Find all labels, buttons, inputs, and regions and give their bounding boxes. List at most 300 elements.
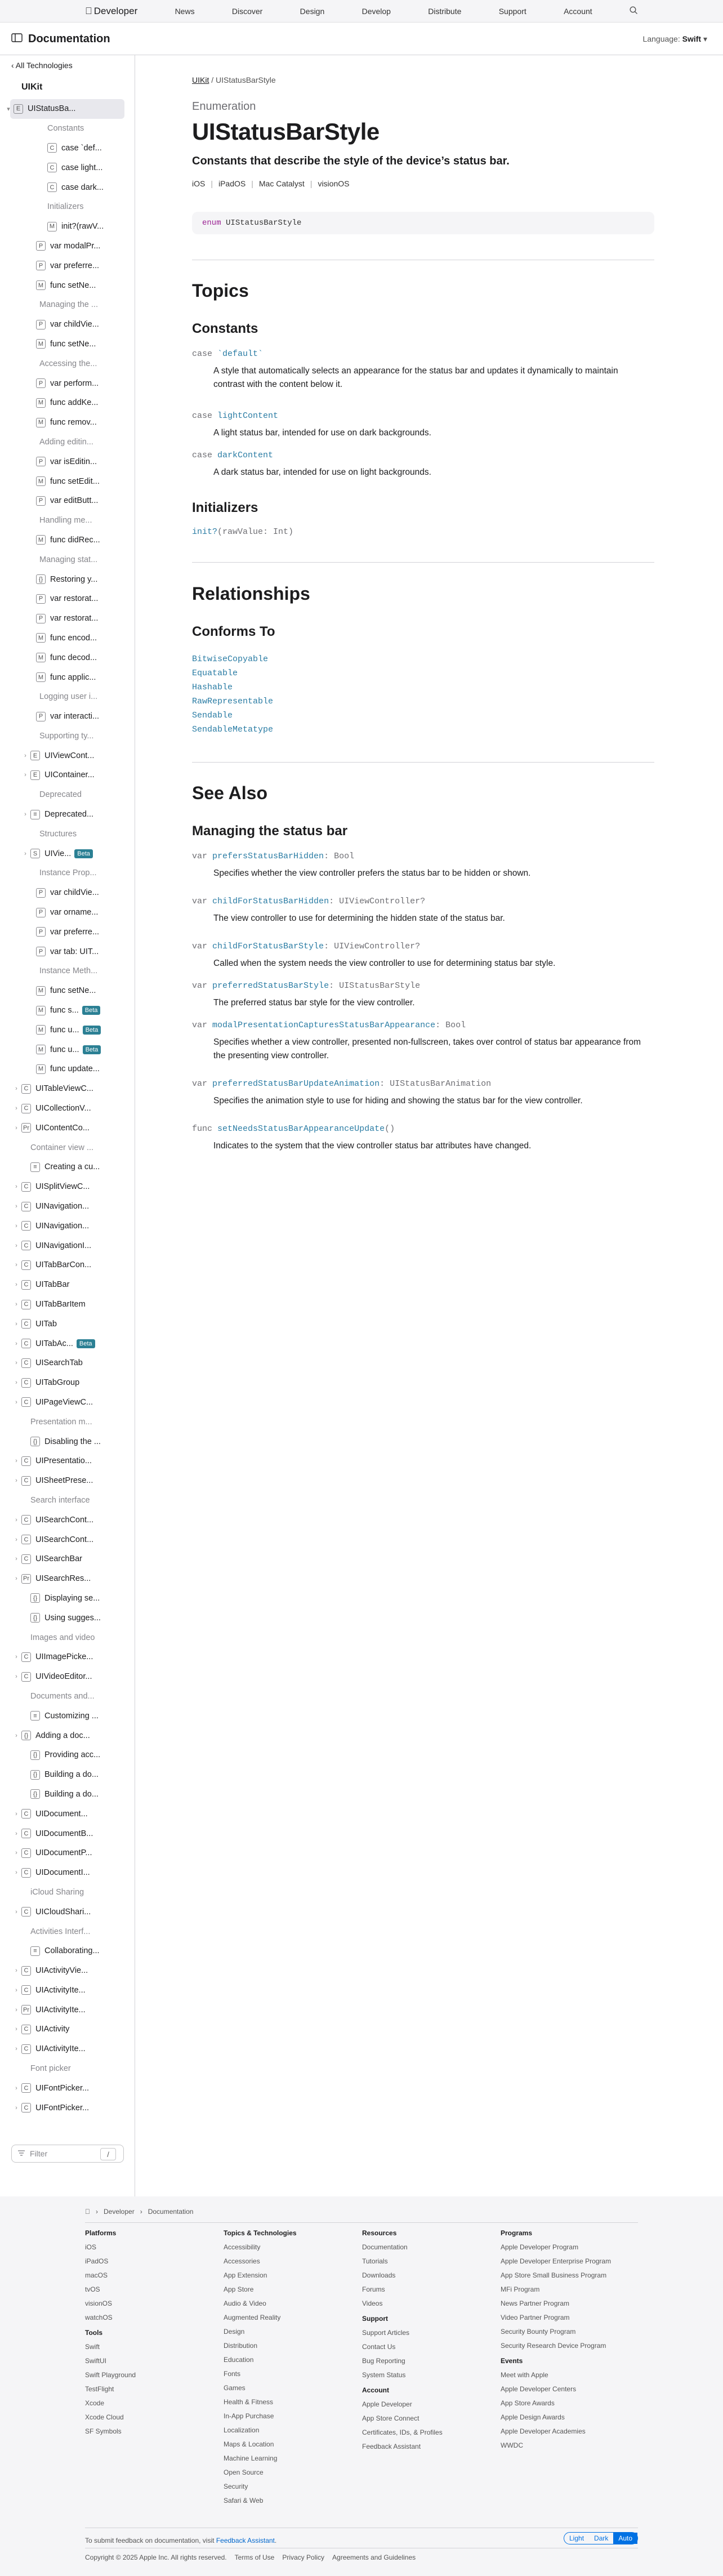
footer-link[interactable]: Documentation xyxy=(362,2243,408,2251)
sidebar-item[interactable] xyxy=(0,1589,135,1608)
footer-link[interactable]: Education xyxy=(224,2356,254,2364)
sidebar-item[interactable] xyxy=(0,1608,135,1628)
chevron-right-icon[interactable]: › xyxy=(15,1242,17,1249)
chevron-right-icon[interactable]: › xyxy=(15,1556,17,1563)
breadcrumb-uikit[interactable]: UIKit xyxy=(192,75,209,84)
footer-link[interactable]: SF Symbols xyxy=(85,2427,122,2435)
sidebar-item-label: var tab: UIT... xyxy=(50,947,99,956)
symbol-kind-icon: P xyxy=(36,496,46,506)
chevron-right-icon[interactable]: › xyxy=(15,1222,17,1229)
chevron-right-icon[interactable]: › xyxy=(15,2084,17,2092)
sidebar-item-label: UISearchCont... xyxy=(35,1535,94,1544)
symbol-kind-icon: C xyxy=(21,1535,31,1544)
sidebar-item[interactable] xyxy=(0,373,135,393)
sidebar-item[interactable] xyxy=(0,1040,135,1059)
sidebar-item[interactable] xyxy=(7,99,124,119)
sidebar-item-label: UICloudShari... xyxy=(35,1907,91,1917)
footer-link[interactable]: Feedback Assistant xyxy=(362,2443,421,2450)
see-also-signature xyxy=(192,1020,654,1030)
footer-link[interactable]: iPadOS xyxy=(85,2257,109,2265)
chevron-right-icon[interactable]: › xyxy=(24,850,26,857)
footer-link[interactable]: Security Research Device Program xyxy=(501,2342,606,2350)
conformance-link[interactable]: BitwiseCopyable xyxy=(192,654,269,664)
sidebar-item[interactable] xyxy=(0,2000,135,2020)
constant-description: A style that automatically selects an appearance for the status bar and updates it dynamically to maintain contrast with the content below it. xyxy=(213,366,618,389)
chevron-right-icon[interactable]: › xyxy=(24,772,26,779)
symbol-kind-icon: M xyxy=(36,1025,46,1035)
chevron-right-icon[interactable]: › xyxy=(15,1673,17,1681)
footer-link[interactable]: Design xyxy=(224,2328,245,2336)
symbol-kind-icon: ≡ xyxy=(30,1946,40,1956)
footer-link[interactable]: SwiftUI xyxy=(85,2357,107,2365)
footer-breadcrumb-documentation[interactable]: Documentation xyxy=(142,2208,189,2216)
sidebar-item[interactable] xyxy=(0,2098,135,2118)
sidebar-item[interactable] xyxy=(0,2039,135,2059)
symbol-kind-icon: {} xyxy=(30,1750,40,1760)
conformance-link[interactable]: SendableMetatype xyxy=(192,725,274,734)
sidebar-item[interactable] xyxy=(0,609,135,629)
see-also-keyword: var xyxy=(192,852,208,861)
sidebar-item[interactable] xyxy=(0,981,135,1001)
sidebar-item[interactable] xyxy=(0,1432,135,1451)
sidebar-item[interactable] xyxy=(0,1510,135,1530)
sidebar-item[interactable] xyxy=(0,1863,135,1883)
sidebar-item-label: Adding a doc... xyxy=(35,1731,90,1740)
sidebar-toggle-icon[interactable] xyxy=(11,33,23,46)
theme-auto-option[interactable]: Auto xyxy=(613,2533,637,2544)
footer-link[interactable]: Games xyxy=(224,2384,246,2392)
sidebar-item-label: UISearchTab xyxy=(35,1358,83,1368)
symbol-kind-icon: C xyxy=(21,1868,31,1878)
chevron-right-icon[interactable]: › xyxy=(15,1458,17,1465)
footer-link[interactable]: Accessories xyxy=(224,2257,260,2265)
sidebar-item-label: Supporting ty... xyxy=(39,731,94,741)
sidebar-item[interactable] xyxy=(0,1451,135,1471)
page-title: UIStatusBarStyle xyxy=(192,118,380,145)
sidebar-item[interactable] xyxy=(0,1079,135,1099)
conformance-link[interactable]: Equatable xyxy=(192,668,238,678)
footer-link[interactable]: WWDC xyxy=(501,2441,523,2449)
sidebar-item[interactable] xyxy=(0,765,135,785)
declaration-keyword: enum xyxy=(202,219,221,228)
footer-breadcrumb-developer[interactable]: Developer xyxy=(99,2208,130,2216)
footer-divider xyxy=(85,2222,638,2223)
footer-link[interactable]: Open Source xyxy=(224,2468,264,2476)
chevron-right-icon[interactable]: › xyxy=(15,1124,17,1131)
sidebar-group-heading xyxy=(0,511,135,531)
filter-icon xyxy=(17,2149,25,2158)
chevron-right-icon[interactable]: › xyxy=(15,1908,17,1915)
chevron-right-icon[interactable]: › xyxy=(15,1869,17,1877)
documentation-title[interactable] xyxy=(11,33,110,46)
beta-badge: Beta xyxy=(74,849,93,858)
sidebar-item[interactable] xyxy=(0,1393,135,1412)
chevron-right-icon[interactable]: › xyxy=(15,1732,17,1739)
sidebar-item[interactable] xyxy=(0,237,135,256)
chevron-right-icon[interactable]: › xyxy=(15,1967,17,1975)
sidebar-group-heading xyxy=(0,354,135,373)
sidebar-item-label: Handling me... xyxy=(39,516,92,525)
sidebar-item[interactable] xyxy=(0,1785,135,1804)
footer-link[interactable]: Safari & Web xyxy=(224,2497,264,2504)
nav-support[interactable]: Support xyxy=(497,7,525,16)
feedback-note xyxy=(85,2537,276,2544)
nav-discover[interactable]: Discover xyxy=(226,7,257,16)
footer-link[interactable]: Maps & Location xyxy=(224,2440,274,2448)
sidebar-item[interactable] xyxy=(0,315,135,335)
footer-link[interactable]: Contact Us xyxy=(362,2343,396,2351)
all-technologies-link[interactable] xyxy=(11,61,73,70)
see-also-link[interactable]: setNeedsStatusBarAppearanceUpdate xyxy=(217,1124,385,1134)
sidebar-item[interactable] xyxy=(0,452,135,471)
footer-link[interactable]: Certificates, IDs, & Profiles xyxy=(362,2428,443,2436)
sidebar-item[interactable] xyxy=(0,1334,135,1353)
chevron-right-icon[interactable]: › xyxy=(15,1085,17,1093)
sidebar-item-label: UIStatusBa... xyxy=(28,104,76,114)
footer-link[interactable]: Security xyxy=(224,2483,248,2490)
see-also-link[interactable]: preferredStatusBarStyle xyxy=(212,981,329,991)
sidebar-item[interactable] xyxy=(0,217,135,237)
sidebar-item[interactable] xyxy=(0,805,135,825)
see-also-signature xyxy=(192,1124,654,1134)
see-also-keyword: var xyxy=(192,1020,208,1030)
chevron-right-icon[interactable]: › xyxy=(15,2045,17,2053)
footer-link[interactable]: App Extension xyxy=(224,2271,267,2279)
sidebar-item[interactable] xyxy=(0,1647,135,1667)
sidebar-item[interactable] xyxy=(0,1118,135,1138)
symbol-kind-icon: C xyxy=(21,1456,31,1466)
symbol-kind-icon: M xyxy=(36,280,46,290)
footer-link[interactable]: macOS xyxy=(85,2271,108,2279)
chevron-right-icon[interactable]: › xyxy=(15,1654,17,1661)
sidebar-item[interactable] xyxy=(0,1745,135,1765)
symbol-kind-icon: M xyxy=(36,633,46,643)
sidebar-item[interactable] xyxy=(0,1961,135,1981)
footer-section-title: Events xyxy=(501,2357,523,2365)
footer-link[interactable]: visionOS xyxy=(85,2299,113,2307)
sidebar-item[interactable] xyxy=(0,1255,135,1275)
symbol-kind-icon: M xyxy=(36,986,46,996)
footer-link[interactable]: Health & Fitness xyxy=(224,2398,274,2406)
sidebar-item[interactable] xyxy=(0,1059,135,1079)
footer-link[interactable]: Apple Developer xyxy=(362,2400,412,2408)
footer-link[interactable]: Security Bounty Program xyxy=(501,2328,576,2336)
initializer-link[interactable]: init? xyxy=(192,527,218,537)
sidebar-item[interactable] xyxy=(0,1471,135,1491)
developer-home-link[interactable] xyxy=(85,6,137,17)
chevron-right-icon[interactable]: › xyxy=(15,1203,17,1210)
sidebar-item-label: Documents and... xyxy=(30,1691,95,1701)
language-label: Language: xyxy=(642,34,680,43)
nav-account[interactable]: Account xyxy=(563,7,592,16)
footer-link[interactable]: Tutorials xyxy=(362,2257,388,2265)
global-nav-inner xyxy=(85,0,638,23)
symbol-kind-icon: C xyxy=(21,1672,31,1682)
global-nav xyxy=(0,0,723,23)
footer-link[interactable]: Localization xyxy=(224,2426,260,2434)
agreements-link[interactable]: Agreements and Guidelines xyxy=(332,2553,416,2561)
footer-link[interactable]: Fonts xyxy=(224,2370,241,2378)
sidebar-item[interactable] xyxy=(0,648,135,667)
sidebar-item[interactable] xyxy=(0,922,135,942)
footer-link[interactable]: App Store xyxy=(224,2285,254,2293)
footer-link[interactable]: Xcode Cloud xyxy=(85,2413,124,2421)
chevron-right-icon[interactable]: › xyxy=(15,1360,17,1367)
sidebar-item[interactable] xyxy=(0,1569,135,1589)
symbol-kind-icon: M xyxy=(36,653,46,662)
footer-link[interactable]: MFi Program xyxy=(501,2285,540,2293)
feedback-assistant-link[interactable]: Feedback Assistant xyxy=(216,2537,275,2544)
footer-link[interactable]: Downloads xyxy=(362,2271,396,2279)
chevron-right-icon[interactable]: › xyxy=(15,1477,17,1485)
see-also-link[interactable]: prefersStatusBarHidden xyxy=(212,852,324,861)
sidebar-item[interactable] xyxy=(0,1824,135,1843)
terms-of-use-link[interactable]: Terms of Use xyxy=(234,2553,275,2561)
symbol-kind-icon: C xyxy=(21,1339,31,1348)
conformance-link[interactable]: Sendable xyxy=(192,711,233,720)
theme-dark-option[interactable]: Dark xyxy=(594,2534,609,2542)
sidebar-item[interactable] xyxy=(0,1001,135,1020)
sidebar-item[interactable] xyxy=(0,491,135,511)
footer-link[interactable]: Apple Developer Academies xyxy=(501,2427,586,2435)
sidebar-item[interactable] xyxy=(0,275,135,295)
nav-distribute[interactable]: Distribute xyxy=(425,7,459,16)
chevron-right-icon[interactable]: › xyxy=(15,1320,17,1327)
footer-link[interactable]: watchOS xyxy=(85,2314,113,2321)
sidebar-item[interactable] xyxy=(0,844,135,863)
sidebar-item[interactable] xyxy=(0,1295,135,1314)
footer-link[interactable]: iOS xyxy=(85,2243,97,2251)
sidebar-item[interactable] xyxy=(0,256,135,275)
sidebar-item-label: var ornamе... xyxy=(50,908,99,917)
sidebar-item-label: func setNe... xyxy=(50,986,96,996)
sidebar-item[interactable] xyxy=(0,1020,135,1040)
chevron-right-icon[interactable]: › xyxy=(15,1262,17,1269)
constant-link[interactable]: `default` xyxy=(217,349,264,359)
nav-news[interactable]: News xyxy=(168,7,189,16)
footer-column xyxy=(362,2229,501,2508)
constants-heading: Constants xyxy=(192,321,258,336)
sidebar-item[interactable] xyxy=(0,413,135,433)
chevron-right-icon[interactable]: › xyxy=(15,2104,17,2111)
footer-link[interactable]: TestFlight xyxy=(85,2385,114,2393)
sidebar-item[interactable] xyxy=(0,942,135,961)
chevron-right-icon[interactable]: › xyxy=(15,1301,17,1308)
sidebar-item[interactable] xyxy=(0,1314,135,1334)
see-also-link[interactable]: preferredStatusBarUpdateAnimation xyxy=(212,1079,380,1089)
sidebar-item[interactable] xyxy=(0,707,135,727)
sidebar-group-heading xyxy=(0,824,135,844)
sidebar-item[interactable] xyxy=(0,1216,135,1236)
footer-link[interactable]: Video Partner Program xyxy=(501,2314,570,2321)
symbol-kind-icon: P xyxy=(36,908,46,917)
see-also-keyword: var xyxy=(192,1079,208,1089)
filter-placeholder: Filter xyxy=(30,2149,48,2158)
sidebar-item[interactable] xyxy=(0,531,135,550)
sidebar-item[interactable] xyxy=(0,883,135,903)
sidebar-item[interactable] xyxy=(0,1157,135,1177)
sidebar-item-label: UIDocumentP... xyxy=(35,1848,92,1858)
conformance-link[interactable]: RawRepresentable xyxy=(192,697,274,706)
sidebar-item[interactable] xyxy=(0,1726,135,1745)
sidebar-item[interactable] xyxy=(0,1197,135,1216)
footer-link[interactable]: App Store Connect xyxy=(362,2414,419,2422)
chevron-right-icon[interactable]: › xyxy=(15,1810,17,1817)
footer-link[interactable]: In-App Purchase xyxy=(224,2412,274,2420)
footer-link[interactable]: App Store Small Business Program xyxy=(501,2271,607,2279)
chevron-right-icon[interactable]: › xyxy=(15,2026,17,2033)
chevron-right-icon[interactable]: › xyxy=(15,1105,17,1112)
privacy-policy-link[interactable]: Privacy Policy xyxy=(282,2553,325,2561)
constant-link[interactable]: darkContent xyxy=(217,451,274,460)
footer-link[interactable]: Swift xyxy=(85,2343,100,2351)
sidebar-item[interactable] xyxy=(0,1549,135,1569)
footer-link[interactable]: Distribution xyxy=(224,2342,258,2350)
footer-link[interactable]: Videos xyxy=(362,2299,383,2307)
language-selector[interactable] xyxy=(643,34,707,44)
symbol-kind-icon: M xyxy=(47,222,57,231)
sidebar-item[interactable] xyxy=(0,1353,135,1373)
symbol-kind-icon: {} xyxy=(30,1770,40,1780)
chevron-right-icon[interactable]: › xyxy=(15,1379,17,1387)
footer-link[interactable]: News Partner Program xyxy=(501,2299,570,2307)
apple-logo-icon xyxy=(85,6,92,17)
theme-light-option[interactable]: Light xyxy=(569,2534,584,2542)
sidebar-item[interactable] xyxy=(0,177,135,197)
footer-link[interactable]: Apple Developer Centers xyxy=(501,2385,577,2393)
chevron-right-icon[interactable]: › xyxy=(15,1183,17,1191)
sidebar-item[interactable] xyxy=(0,1941,135,1961)
sidebar-root-uikit[interactable]: UIKit xyxy=(21,82,43,92)
footer-link[interactable]: Swift Playground xyxy=(85,2371,136,2379)
chevron-right-icon[interactable]: › xyxy=(15,1340,17,1347)
footer-link[interactable]: Meet with Apple xyxy=(501,2371,548,2379)
sidebar-item-label: UISearchCont... xyxy=(35,1515,94,1525)
sidebar-item[interactable] xyxy=(0,1530,135,1549)
see-also-item xyxy=(192,1124,654,1153)
chevron-right-icon[interactable]: › xyxy=(15,1536,17,1543)
sidebar-item[interactable] xyxy=(0,1177,135,1197)
sidebar-item[interactable] xyxy=(0,1765,135,1785)
chevron-right-icon[interactable]: › xyxy=(15,1830,17,1837)
see-also-subheading: Managing the status bar xyxy=(192,823,348,839)
sidebar-item[interactable] xyxy=(0,2020,135,2039)
all-technologies-label: All Technologies xyxy=(15,61,73,70)
footer-link[interactable]: Machine Learning xyxy=(224,2454,278,2462)
chevron-right-icon[interactable]: › xyxy=(24,811,26,818)
sidebar xyxy=(0,55,135,2196)
sidebar-item[interactable] xyxy=(0,2078,135,2098)
sidebar-item-label: func remov... xyxy=(50,418,97,427)
sidebar-item-label: case dark... xyxy=(61,182,104,192)
platform-mac-catalyst: Mac Catalyst xyxy=(258,179,305,188)
sidebar-item-label: Deprecated... xyxy=(44,810,94,819)
chevron-right-icon[interactable]: › xyxy=(24,752,26,759)
sidebar-item[interactable] xyxy=(0,471,135,491)
symbol-kind-icon: M xyxy=(36,339,46,349)
sidebar-item-label: UIViewCont... xyxy=(44,751,95,760)
sidebar-item-label: Container view ... xyxy=(30,1143,94,1152)
nav-develop[interactable]: Develop xyxy=(358,7,387,16)
chevron-right-icon[interactable]: › xyxy=(15,1281,17,1289)
chevron-right-icon[interactable]: › xyxy=(15,1516,17,1523)
sidebar-item[interactable] xyxy=(0,335,135,354)
sidebar-item[interactable] xyxy=(0,1981,135,2000)
footer-link[interactable]: Apple Developer Enterprise Program xyxy=(501,2257,612,2265)
symbol-kind-icon: C xyxy=(21,1515,31,1525)
footer-link[interactable]: Forums xyxy=(362,2285,385,2293)
symbol-kind-icon: C xyxy=(21,2044,31,2054)
chevron-right-icon[interactable]: › xyxy=(15,1575,17,1583)
footer-link[interactable]: Apple Design Awards xyxy=(501,2413,565,2421)
sidebar-item[interactable] xyxy=(0,569,135,589)
sidebar-item-label: Using sugges... xyxy=(44,1613,101,1623)
chevron-right-icon[interactable]: › xyxy=(15,1398,17,1406)
footer-link[interactable]: Support Articles xyxy=(362,2329,410,2337)
footer-link[interactable]: Xcode xyxy=(85,2399,105,2407)
sidebar-group-heading xyxy=(0,1138,135,1157)
sidebar-item-label: func setNe... xyxy=(50,280,96,290)
see-also-link[interactable]: childForStatusBarStyle xyxy=(212,942,324,951)
chevron-down-icon[interactable]: ▾ xyxy=(7,105,10,113)
sidebar-item-label: var preferre... xyxy=(50,261,100,270)
footer-link[interactable]: tvOS xyxy=(85,2285,100,2293)
sidebar-item[interactable] xyxy=(0,1706,135,1726)
sidebar-item-label: Creating a cu... xyxy=(44,1162,100,1172)
sidebar-item[interactable] xyxy=(0,1236,135,1255)
sidebar-item-label: func s... xyxy=(50,1006,79,1015)
sidebar-item[interactable] xyxy=(0,629,135,648)
sidebar-item[interactable] xyxy=(0,903,135,922)
sidebar-item[interactable] xyxy=(0,1275,135,1295)
footer-link[interactable]: System Status xyxy=(362,2371,406,2379)
chevron-right-icon[interactable]: › xyxy=(15,1986,17,1994)
footer-link[interactable]: Apple Developer Program xyxy=(501,2243,579,2251)
footer-columns xyxy=(85,2229,639,2508)
sidebar-item[interactable] xyxy=(0,393,135,413)
symbol-kind-icon: P xyxy=(36,594,46,604)
sidebar-item[interactable] xyxy=(0,1843,135,1863)
sidebar-item[interactable] xyxy=(0,1804,135,1824)
footer-breadcrumb-separator: › xyxy=(91,2208,93,2216)
footer-link[interactable]: App Store Awards xyxy=(501,2399,555,2407)
sidebar-item-label: Adding editin... xyxy=(39,437,93,447)
footer-link[interactable]: Audio & Video xyxy=(224,2299,266,2307)
sidebar-item[interactable] xyxy=(0,667,135,687)
symbol-kind-icon: M xyxy=(36,476,46,486)
chevron-right-icon[interactable]: › xyxy=(15,2006,17,2013)
sidebar-item[interactable] xyxy=(0,746,135,765)
see-also-link[interactable]: childForStatusBarHidden xyxy=(212,897,329,906)
footer-link[interactable]: Bug Reporting xyxy=(362,2357,405,2365)
apple-logo-icon[interactable] xyxy=(85,2208,90,2216)
see-also-link[interactable]: modalPresentationCapturesStatusBarAppearance xyxy=(212,1020,436,1030)
nav-design[interactable]: Design xyxy=(295,7,320,16)
sidebar-item[interactable] xyxy=(0,158,135,177)
footer-link[interactable]: Augmented Reality xyxy=(224,2314,281,2321)
footer-link[interactable]: Accessibility xyxy=(224,2243,261,2251)
sidebar-item[interactable] xyxy=(0,1099,135,1118)
sidebar-item[interactable] xyxy=(0,589,135,609)
sidebar-item[interactable] xyxy=(0,1902,135,1922)
sidebar-item[interactable] xyxy=(0,1373,135,1393)
chevron-right-icon[interactable]: › xyxy=(15,1849,17,1857)
constant-link[interactable]: lightContent xyxy=(217,411,279,421)
sidebar-item[interactable] xyxy=(0,139,135,158)
sidebar-item[interactable] xyxy=(0,1667,135,1687)
search-icon[interactable] xyxy=(630,6,638,16)
conformance-link[interactable]: Hashable xyxy=(192,683,233,692)
